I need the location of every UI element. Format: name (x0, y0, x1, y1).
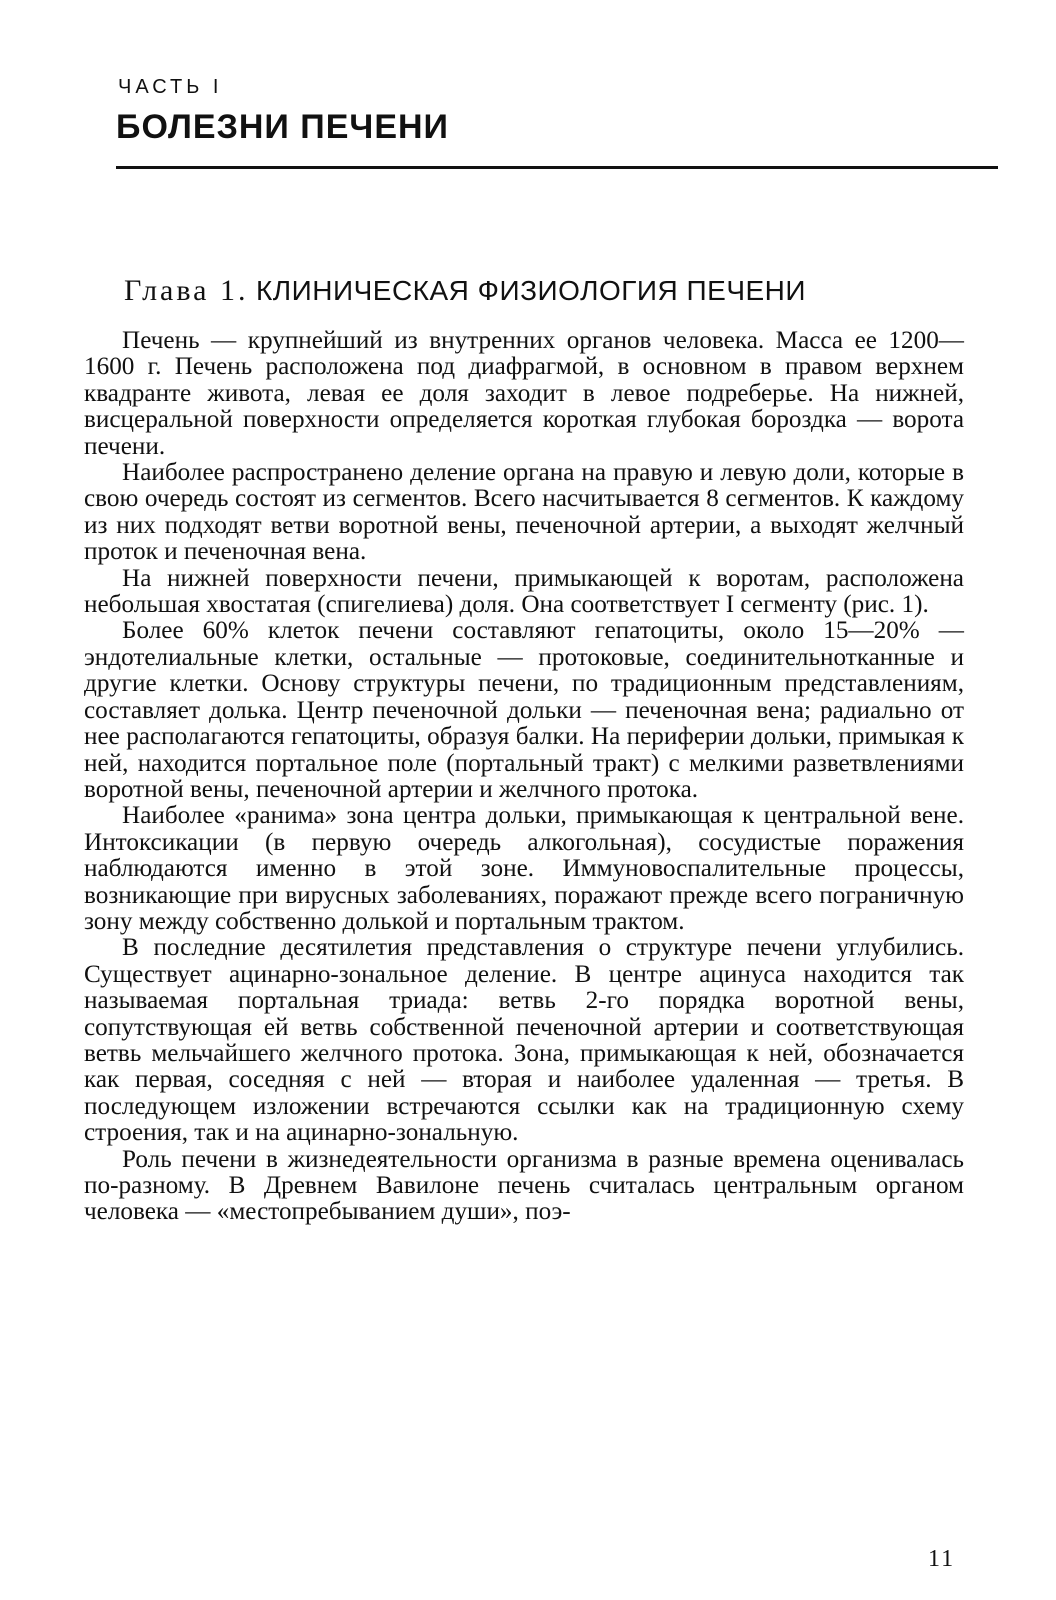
paragraph: Наиболее «ранима» зона центра дольки, примыкающая к центральной вене. Интоксикации (в первую очередь алкогольная), сосудистые поражения наблюдаются именно в этой зоне. Иммуновоспалительные процессы, возникающие при вирусных заболеваниях, поражают прежде всего пограничную зону между собственно долькой и портальным трактом. (84, 802, 964, 935)
paragraph: Наиболее распространено деление органа на правую и левую доли, которые в свою очередь состоят из сегментов. Всего насчитывается 8 сегментов. К каждому из них подходят ветви воротной вены, печеночной артерии, а выходят желчный проток и печеночная вена. (84, 459, 964, 566)
paragraph: Печень — крупнейший из внутренних органов человека. Масса ее 1200—1600 г. Печень расположена под диафрагмой, в основном в правом верхнем квадранте живота, левая ее доля заходит в левое подреберье. На нижней, висцеральной поверхности определяется короткая глубокая бороздка — ворота печени. (84, 327, 964, 460)
paragraph: Роль печени в жизнедеятельности организма в разные времена оценивалась по-разному. В Древнем Вавилоне печень считалась центральным органом человека — «местопребыванием души», поэ- (84, 1145, 964, 1226)
chapter-label: Глава 1. (124, 274, 249, 307)
part-label: ЧАСТЬ I (118, 76, 223, 98)
body-text (84, 328, 964, 1226)
paragraph: Более 60% клеток печени составляют гепатоциты, около 15—20% — эндотелиальные клетки, остальные — протоковые, соединительнотканные и другие клетки. Основу структуры печени, по традиционным представлениям, составляет долька. Центр печеночной дольки — печеночная вена; радиально от нее располагаются гепатоциты, образуя балки. На периферии дольки, примыкая к ней, находится портальное поле (портальный тракт) с мелкими разветвлениями воротной вены, печеночной артерии и желчного протока. (84, 617, 964, 803)
part-title: БОЛЕЗНИ ПЕЧЕНИ (116, 108, 449, 146)
chapter-title: КЛИНИЧЕСКАЯ ФИЗИОЛОГИЯ ПЕЧЕНИ (255, 275, 807, 306)
page-number: 11 (928, 1546, 956, 1572)
header-divider (116, 166, 998, 169)
paragraph: На нижней поверхности печени, примыкающей к воротам, расположена небольшая хвостатая (спигелиева) доля. Она соответствует I сегменту (рис. 1). (84, 564, 964, 619)
paragraph: В последние десятилетия представления о структуре печени углубились. Существует ацинарно-зональное деление. В центре ацинуса находится так называемая портальная триада: ветвь 2-го порядка воротной вены, сопутствующая ей ветвь собственной печеночной артерии и соответствующая ветвь мельчайшего желчного протока. Зона, примыкающая к ней, обозначается как первая, соседняя с ней — вторая и наиболее удаленная — третья. В последующем изложении встречаются ссылки как на традиционную схему строения, так и на ацинарно-зональную. (84, 934, 964, 1147)
chapter-heading (124, 274, 806, 308)
